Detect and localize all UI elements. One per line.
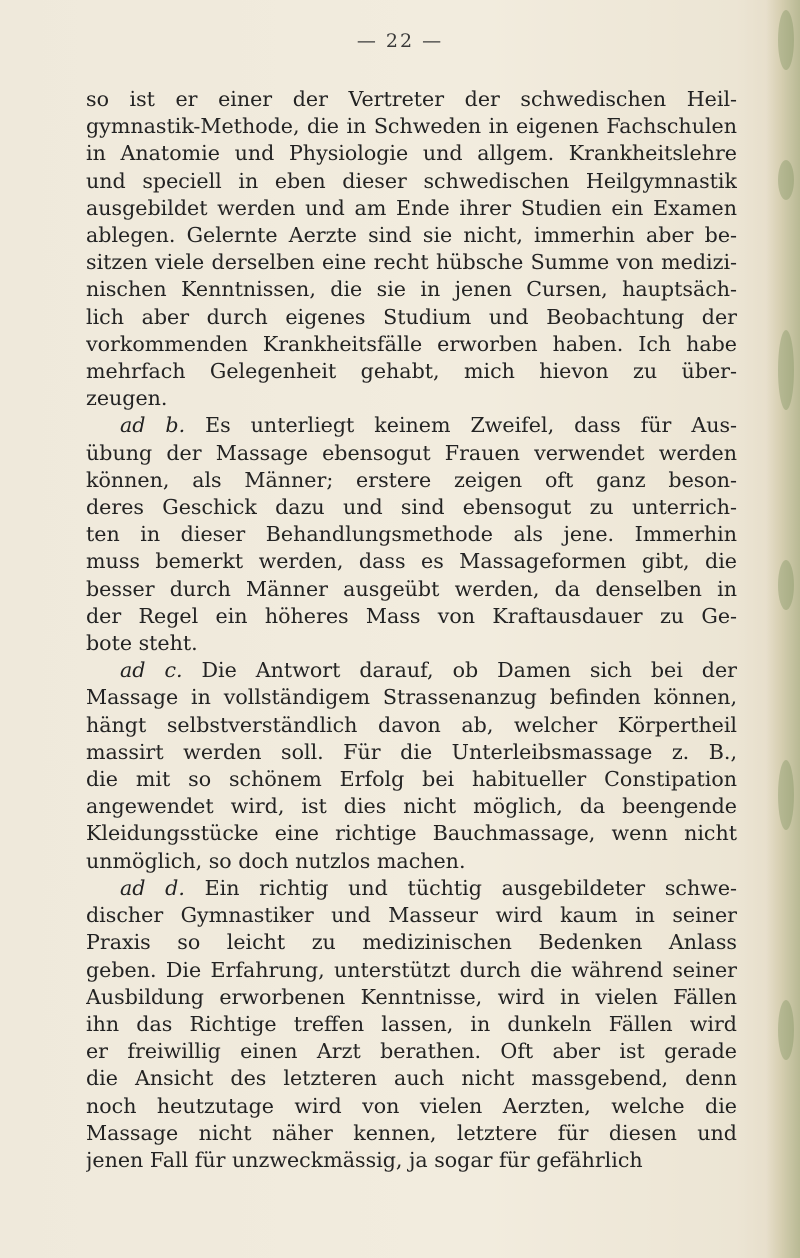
text-line: Kleidungsstücke eine richtige Bauchmassage, wenn nicht [86, 821, 737, 846]
page-number-header: — 22 — [356, 30, 444, 52]
text-line: vorkommenden Krankheitsfälle erworben haben. Ich habe [86, 331, 737, 356]
text-line: geben. Die Erfahrung, unterstützt durch die während seiner [86, 957, 737, 982]
text-line: bote steht. [86, 631, 198, 656]
text-line: muss bemerkt werden, dass es Massageformen gibt, die [86, 549, 737, 574]
text-line: discher Gymnastiker und Masseur wird kaum in seiner [86, 903, 737, 928]
stain-mark [778, 560, 794, 610]
paragraph-lead: ad d. [120, 875, 185, 900]
text-line: Massage in vollständigem Strassenanzug befinden können, [86, 685, 737, 710]
text-line: die mit so schönem Erfolg bei habitueller Constipation [86, 767, 737, 792]
text-line: massirt werden soll. Für die Unterleibsmassage z. B., [86, 739, 737, 764]
text-line: Massage nicht näher kennen, letztere für diesen und [86, 1120, 737, 1145]
text-line: lich aber durch eigenes Studium und Beobachtung der [86, 304, 737, 329]
stain-mark [778, 330, 794, 410]
text-line: unmöglich, so doch nutzlos machen. [86, 848, 466, 873]
text-line: angewendet wird, ist dies nicht möglich, da beengende [86, 794, 737, 819]
body-text [86, 86, 737, 1174]
text-line: übung der Massage ebensogut Frauen verwendet werden [86, 440, 737, 465]
text-line: ausgebildet werden und am Ende ihrer Studien ein Examen [86, 195, 737, 220]
text-line: mehrfach Gelegenheit gehabt, mich hievon zu über- [86, 359, 737, 384]
paragraph [86, 657, 737, 875]
text-line: Praxis so leicht zu medizinischen Bedenken Anlass [86, 930, 737, 955]
text-line: und speciell in eben dieser schwedischen Heilgymnastik [86, 168, 737, 193]
paragraph [86, 412, 737, 657]
text-line: können, als Männer; erstere zeigen oft ganz beson- [86, 467, 737, 492]
paragraph-lead: ad c. [120, 658, 183, 683]
text-line: die Ansicht des letzteren auch nicht massgebend, denn [86, 1066, 737, 1091]
text-line: Ausbildung erworbenen Kenntnisse, wird in vielen Fällen [86, 984, 737, 1009]
text-line: er freiwillig einen Arzt berathen. Oft aber ist gerade [86, 1039, 737, 1064]
text-line: gymnastik-Methode, die in Schweden in eigenen Fachschulen [86, 114, 737, 139]
text-line: sitzen viele derselben eine recht hübsche Summe von medizi- [86, 250, 737, 275]
text-line: ablegen. Gelernte Aerzte sind sie nicht, immerhin aber be- [86, 223, 737, 248]
text-line: so ist er einer der Vertreter der schwedischen Heil- [86, 87, 737, 111]
stain-mark [778, 160, 794, 200]
text-line [86, 875, 737, 902]
text-line: besser durch Männer ausgeübt werden, da denselben in [86, 576, 737, 601]
line-text: Es unterliegt keinem Zweifel, dass für Aus- [185, 413, 737, 438]
stain-mark [778, 760, 794, 830]
text-line: jenen Fall für unzweckmässig, ja sogar für gefährlich [86, 1147, 643, 1172]
line-text: Die Antwort darauf, ob Damen sich bei der [182, 658, 737, 683]
paragraph [86, 875, 737, 1174]
page-edge-shading [766, 0, 800, 1258]
text-line: nischen Kenntnissen, die sie in jenen Cursen, hauptsäch- [86, 277, 737, 302]
text-line: hängt selbstverständlich davon ab, welcher Körpertheil [86, 712, 737, 737]
text-line: ihn das Richtige treffen lassen, in dunkeln Fällen wird [86, 1011, 737, 1036]
paragraph [86, 86, 737, 412]
text-line: zeugen. [86, 386, 168, 411]
text-line [86, 412, 737, 439]
text-line: noch heutzutage wird von vielen Aerzten, welche die [86, 1093, 737, 1118]
text-line: ten in dieser Behandlungsmethode als jene. Immerhin [86, 522, 737, 547]
paragraph-lead: ad b. [120, 413, 186, 438]
text-line: deres Geschick dazu und sind ebensogut zu unterrich- [86, 495, 737, 520]
text-line [86, 657, 737, 684]
line-text: Ein richtig und tüchtig ausgebildeter schwe- [184, 875, 737, 900]
text-line: der Regel ein höheres Mass von Kraftausdauer zu Ge- [86, 603, 737, 628]
stain-mark [778, 1000, 794, 1060]
text-line: in Anatomie und Physiologie und allgem. Krankheitslehre [86, 141, 737, 166]
